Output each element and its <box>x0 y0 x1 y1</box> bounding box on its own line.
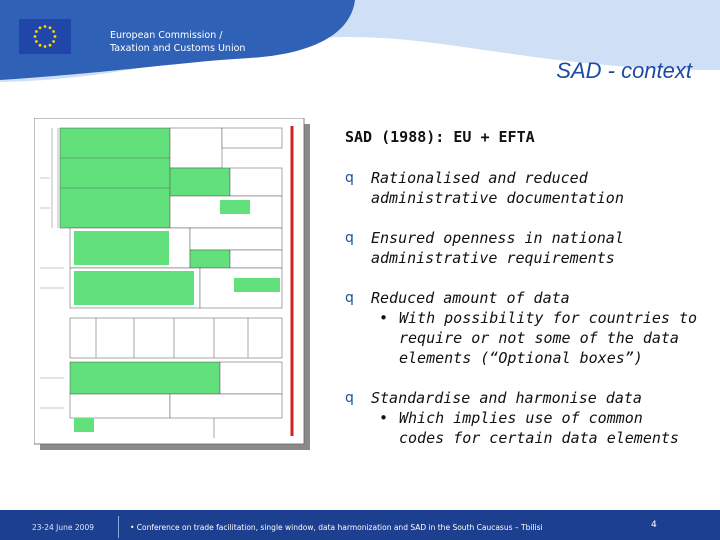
bullet-item <box>345 288 705 368</box>
sub-bullet-item <box>379 408 679 448</box>
sub-bullet-text: elements (“Optional boxes”) <box>399 349 643 367</box>
dot-bullet-icon: • <box>379 309 389 327</box>
page-number: 4 <box>651 520 657 530</box>
footer-conference: • Conference on trade facilitation, single window, data harmonization and SAD in the South Caucasus – Tbilisi <box>130 523 543 532</box>
bullet-text: Standardise and harmonise data <box>371 389 642 407</box>
organization-name <box>110 29 245 55</box>
footer-bar <box>0 510 720 540</box>
sad-form-image <box>34 118 318 450</box>
main-content <box>345 128 705 468</box>
bullet-text: Ensured openness in national <box>371 229 624 247</box>
footer-date: 23-24 June 2009 <box>32 523 94 532</box>
checkbox-bullet-icon: q <box>345 230 354 246</box>
sub-bullet-item <box>379 308 697 368</box>
bullet-text: administrative requirements <box>371 249 615 267</box>
dot-bullet-icon: • <box>379 409 389 427</box>
bullet-item <box>345 228 705 268</box>
content-heading: SAD (1988): EU + EFTA <box>345 128 535 146</box>
sub-bullet-text: codes for certain data elements <box>399 429 679 447</box>
checkbox-bullet-icon: q <box>345 170 354 186</box>
eu-flag-icon <box>19 19 71 54</box>
sub-bullet-text: Which implies use of common <box>399 409 643 427</box>
footer-divider <box>118 516 119 538</box>
org-line-2: Taxation and Customs Union <box>110 43 246 54</box>
bullet-text: Reduced amount of data <box>371 289 570 307</box>
bullet-text: administrative documentation <box>371 189 624 207</box>
org-line-1: European Commission / <box>110 30 223 41</box>
checkbox-bullet-icon: q <box>345 390 354 406</box>
sub-bullet-text: require or not some of the data <box>399 329 679 347</box>
checkbox-bullet-icon: q <box>345 290 354 306</box>
header-band <box>0 0 720 110</box>
bullet-item <box>345 168 705 208</box>
bullet-text: Rationalised and reduced <box>371 169 588 187</box>
page-title: SAD - context <box>556 58 692 83</box>
sub-bullet-text: With possibility for countries to <box>399 309 698 327</box>
bullet-item <box>345 388 705 448</box>
